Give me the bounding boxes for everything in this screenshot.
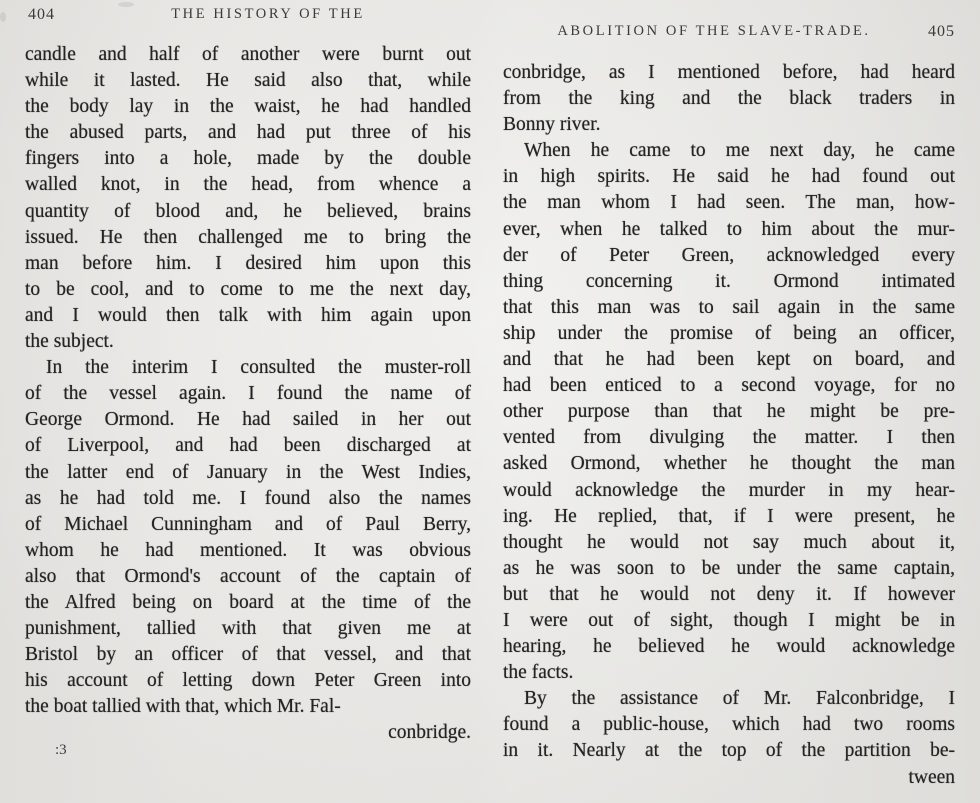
- text-line: ever, when he talked to him about the mur-: [503, 218, 955, 240]
- text-line: and that he had been kept on board, and: [503, 349, 955, 371]
- left-page-number: 404: [28, 6, 55, 23]
- left-running-title: THE HISTORY OF THE: [171, 6, 365, 22]
- text-line: in high spirits. He said he had found out: [503, 166, 955, 188]
- text-line: Bristol by an officer of that vessel, and that: [25, 644, 471, 666]
- scan-smudge: [0, 12, 6, 22]
- text-line: the abused parts, and had put three of his: [25, 122, 471, 144]
- text-line: also that Ormond's account of the captain of: [25, 565, 471, 587]
- text-line: found a public-house, which had two rooms: [503, 714, 955, 736]
- text-line: Bonny river.: [503, 114, 601, 136]
- text-line: asked Ormond, whether he thought the man: [503, 453, 955, 475]
- text-line: the boat tallied with that, which Mr. Fal-: [25, 696, 341, 718]
- text-line: quantity of blood and, he believed, brains: [25, 200, 471, 222]
- text-line: When he came to me next day, he came: [524, 140, 955, 162]
- text-line: walled knot, in the head, from whence a: [25, 174, 471, 196]
- text-line: other purpose than that he might be pre-: [503, 401, 955, 423]
- text-line: to be cool, and to come to me the next day,: [25, 278, 471, 300]
- text-line: whom he had mentioned. It was obvious: [25, 539, 471, 561]
- left-page-text-column: [25, 42, 471, 747]
- text-line: would acknowledge the murder in my hear-: [503, 479, 955, 501]
- text-line: had been enticed to a second voyage, for no: [503, 375, 955, 397]
- right-page-header: [503, 23, 955, 40]
- right-running-title: ABOLITION OF THE SLAVE-TRADE.: [557, 23, 871, 39]
- text-line: and I would then talk with him again upon: [25, 304, 471, 326]
- text-line: of the vessel again. I found the name of: [25, 383, 471, 405]
- text-line: fingers into a hole, made by the double: [25, 148, 471, 170]
- text-line: as he was soon to be under the same captain,: [503, 557, 955, 579]
- text-line: George Ormond. He had sailed in her out: [25, 409, 471, 431]
- text-line: the Alfred being on board at the time of the: [25, 591, 471, 613]
- text-line: the subject.: [25, 331, 114, 353]
- text-line: conbridge.: [388, 722, 471, 744]
- text-line: hearing, he believed he would acknowledge: [503, 636, 955, 658]
- text-line: the facts.: [503, 662, 574, 684]
- text-line: By the assistance of Mr. Falconbridge, I: [524, 688, 955, 710]
- text-line: der of Peter Green, acknowledged every: [503, 244, 955, 266]
- text-line: issued. He then challenged me to bring the: [25, 226, 471, 248]
- text-line: ship under the promise of being an officer,: [503, 322, 955, 344]
- text-line: the latter end of January in the West Indies,: [25, 461, 471, 483]
- signature-mark: :3: [55, 742, 67, 758]
- text-line: conbridge, as I mentioned before, had heard: [503, 62, 955, 83]
- text-line: tween: [908, 766, 955, 788]
- text-line: vented from divulging the matter. I then: [503, 427, 955, 449]
- text-line: thought he would not say much about it,: [503, 531, 955, 553]
- text-line: man before him. I desired him upon this: [25, 252, 471, 274]
- text-line: the man whom I had seen. The man, how-: [503, 192, 955, 214]
- text-line: in it. Nearly at the top of the partition be-: [503, 740, 955, 762]
- text-line: of Liverpool, and had been discharged at: [25, 435, 471, 457]
- text-line: ing. He replied, that, if I were present, he: [503, 505, 955, 527]
- text-line: the body lay in the waist, he had handled: [25, 96, 471, 118]
- text-line: but that he would not deny it. If however: [503, 583, 955, 605]
- text-line: his account of letting down Peter Green into: [25, 670, 471, 692]
- left-page-header: [25, 6, 471, 23]
- text-line: candle and half of another were burnt out: [25, 44, 471, 65]
- text-line: that this man was to sail again in the same: [503, 296, 955, 318]
- text-line: thing concerning it. Ormond intimated: [503, 270, 955, 292]
- text-line: of Michael Cunningham and of Paul Berry,: [25, 513, 471, 535]
- text-line: In the interim I consulted the muster-roll: [46, 357, 471, 379]
- text-line: while it lasted. He said also that, while: [25, 70, 471, 92]
- text-line: punishment, tallied with that given me at: [25, 618, 471, 640]
- right-page-text-column: [503, 60, 955, 791]
- text-line: from the king and the black traders in: [503, 88, 955, 110]
- right-page-number: 405: [928, 23, 955, 40]
- text-line: as he had told me. I found also the names: [25, 487, 471, 509]
- text-line: I were out of sight, though I might be in: [503, 609, 955, 631]
